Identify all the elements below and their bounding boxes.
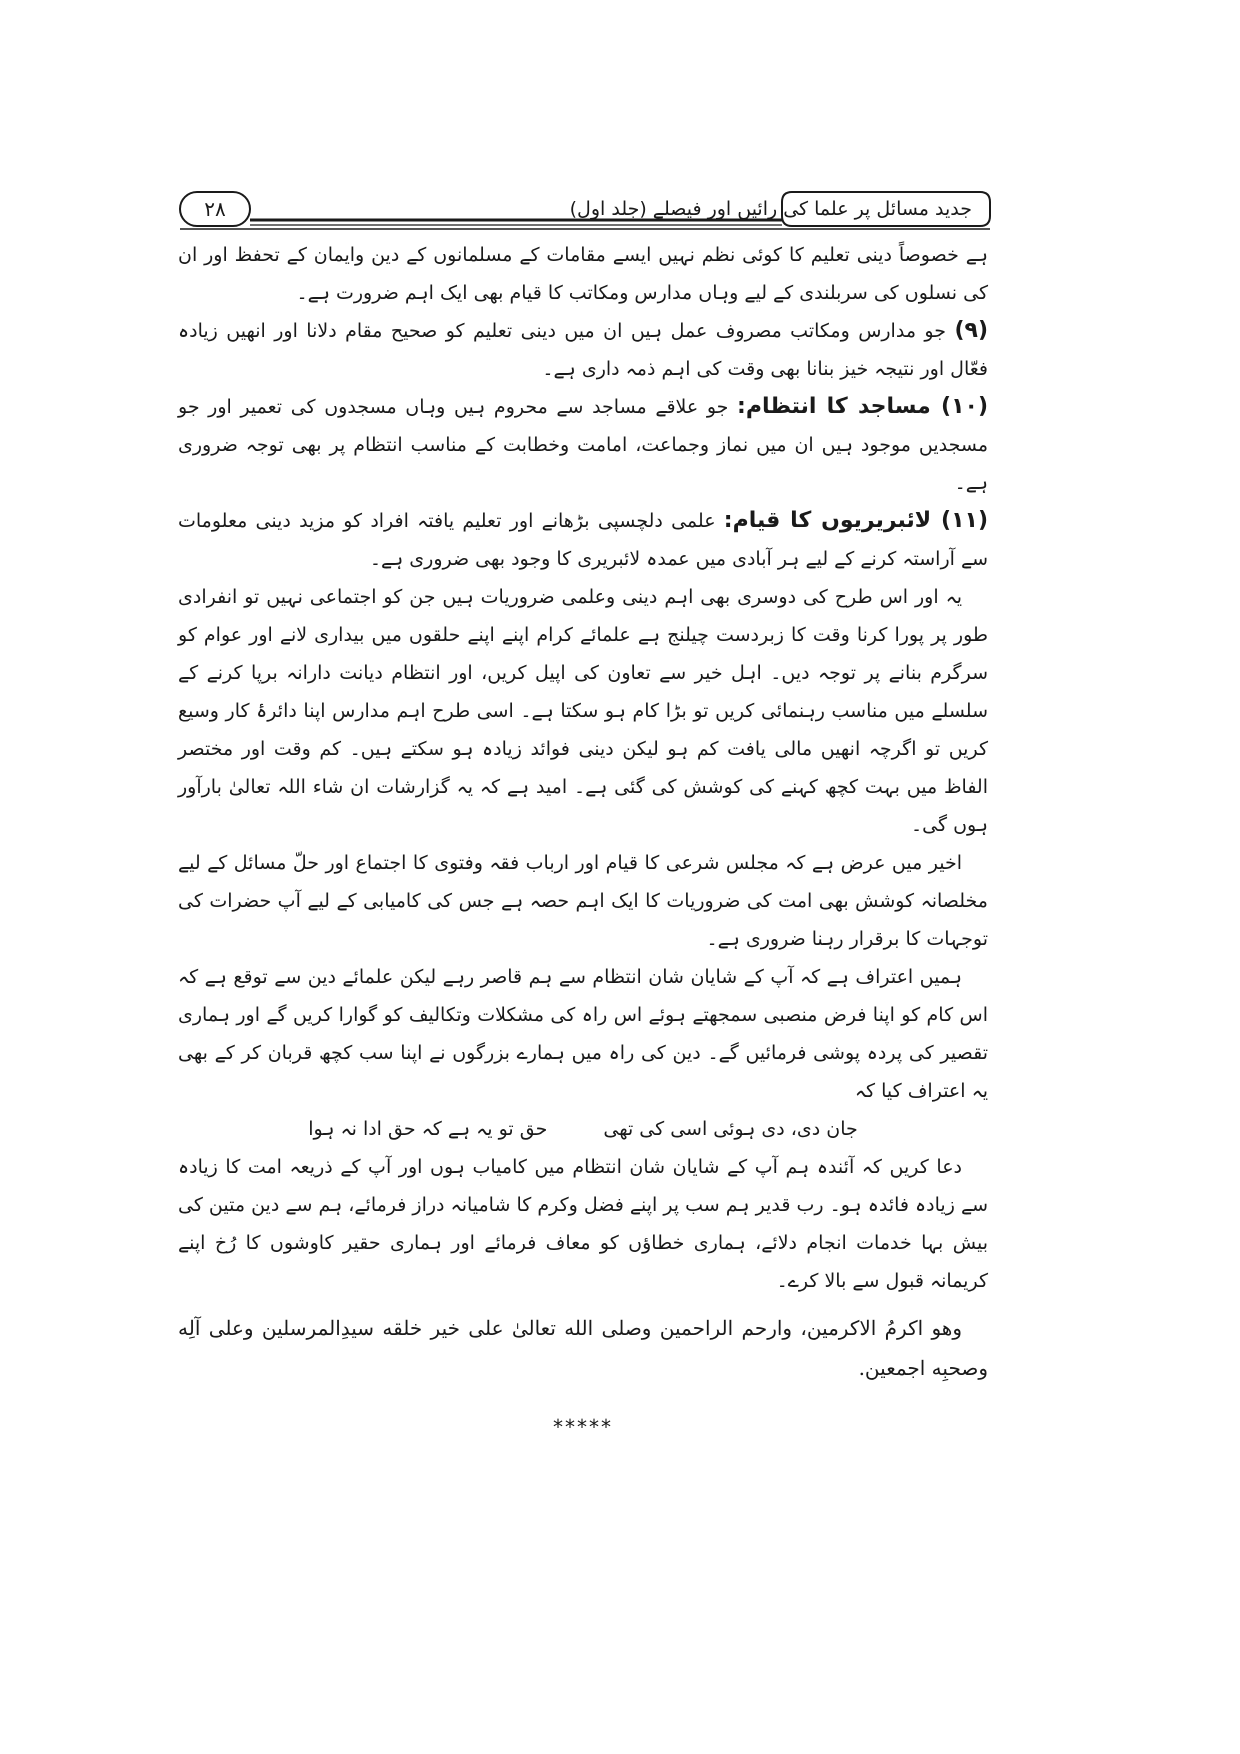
paragraph-point-10 (178, 388, 988, 502)
paragraph-continuation: ہے خصوصاً دینی تعلیم کا کوئی نظم نہیں ایسے مقامات کے مسلمانوں کے دین وایمان کے تحفظ اور ان کی نسلوں کی سربلندی کے لیے وہاں مدارس ومکاتب کا قیام بھی ایک اہم ضرورت ہے۔ (178, 244, 988, 304)
running-title: جدید مسائل پر علما کی رائیں اور فیصلے (جلد اول) (569, 198, 972, 220)
paragraph-point-9 (178, 312, 988, 388)
point-11-text: علمی دلچسپی بڑھانے اور تعلیم یافتہ افراد کو مزید دینی معلومات سے آراستہ کرنے کے لیے ہر آبادی میں عمدہ لائبریری کا وجود بھی ضروری ہے۔ (178, 510, 988, 570)
point-10-text: جو علاقے مساجد سے محروم ہیں وہاں مسجدوں کی تعمیر اور جو مسجدیں موجود ہیں ان میں نماز وجماعت، امامت وخطابت کے مناسب انتظام پر بھی توجہ ضروری ہے۔ (178, 396, 988, 494)
point-9-number: (۹) (954, 318, 988, 343)
page-body (178, 236, 988, 1446)
verse-first-line: جان دی، دی ہوئی اسی کی تھی (603, 1118, 858, 1140)
point-9-text: جو مدارس ومکاتب مصروف عمل ہیں ان میں دینی تعلیم کو صحیح مقام دلانا اور انھیں زیادہ فعّال اور نتیجہ خیز بنانا بھی وقت کی اہم ذمہ داری ہے۔ (178, 320, 988, 380)
point-11-heading: (۱۱) لائبریریوں کا قیام: (723, 508, 988, 533)
paragraph-council: اخیر میں عرض ہے کہ مجلس شرعی کا قیام اور ارباب فقہ وفتوی کا اجتماع اور حلّ مسائل کے لیے مخلصانہ کوشش بھی امت کی ضروریات کا ایک اہم حصہ ہے جس کی کامیابی کے لیے آپ حضرات کی توجہات کا برقرار رہنا ضروری ہے۔ (178, 852, 988, 950)
paragraph-needs: یہ اور اس طرح کی دوسری بھی اہم دینی وعلمی ضروریات ہیں جن کو اجتماعی نہیں تو انفرادی طور پر پورا کرنا وقت کا زبردست چیلنج ہے علمائے کرام اپنے اپنے حلقوں میں بیداری لانے اور عوام کو سرگرم بنانے پر توجہ دیں۔ اہل خیر سے تعاون کی اپیل کریں، اور انتظام دیانت دارانہ برپا کرنے کے سلسلے میں مناسب رہنمائی کریں تو بڑا کام ہو سکتا ہے۔ اسی طرح اہم مدارس اپنا دائرۂ کار وسیع کریں تو اگرچہ انھیں مالی یافت کم ہو لیکن دینی فوائد زیادہ ہو سکتے ہیں۔ کم وقت اور مختصر الفاظ میں بہت کچھ کہنے کی کوشش کی گئی ہے۔ امید ہے کہ یہ گزارشات ان شاء اللہ تعالیٰ بارآور ہوں گی۔ (178, 586, 988, 836)
page-header (172, 190, 992, 230)
page-number: ۲۸ (204, 197, 226, 221)
point-10-heading: (۱۰) مساجد کا انتظام: (737, 394, 988, 419)
paragraph-acknowledgement: ہمیں اعتراف ہے کہ آپ کے شایان شان انتظام سے ہم قاصر رہے لیکن علمائے دین سے توقع ہے کہ اس کام کو اپنا فرض منصبی سمجھتے ہوئے اس راہ کی مشکلات وتکالیف کو گوارا کریں گے اور ہماری تقصیر کی پردہ پوشی فرمائیں گے۔ دین کی راہ میں ہمارے بزرگوں نے اپنا سب کچھ قربان کر کے بھی یہ اعتراف کیا کہ (178, 966, 988, 1102)
verse-second-line: حق تو یہ ہے کہ حق ادا نہ ہوا (308, 1118, 548, 1140)
end-ornament: ***** (553, 1415, 613, 1439)
poetry-couplet (178, 1110, 988, 1148)
paragraph-prayer: دعا کریں کہ آئندہ ہم آپ کے شایان شان انتظام میں کامیاب ہوں اور آپ کے ذریعہ امت کا زیادہ سے زیادہ فائدہ ہو۔ رب قدیر ہم سب پر اپنے فضل وکرم کا شامیانہ دراز فرمائے، ہم سے دین متین کی بیش بہا خدمات انجام دلائے، ہماری خطاؤں کو معاف فرمائے اور ہماری حقیر کاوشوں کا رُخ اپنے کریمانہ قبول سے بالا کرے۔ (178, 1156, 988, 1292)
arabic-closing: وهو اکرمُ الاکرمین، وارحم الراحمین وصلی الله تعالیٰ علی خیر خلقه سیدِالمرسلین وعلی آلِه وصحبِه اجمعین. (178, 1316, 988, 1380)
paragraph-point-11 (178, 502, 988, 578)
